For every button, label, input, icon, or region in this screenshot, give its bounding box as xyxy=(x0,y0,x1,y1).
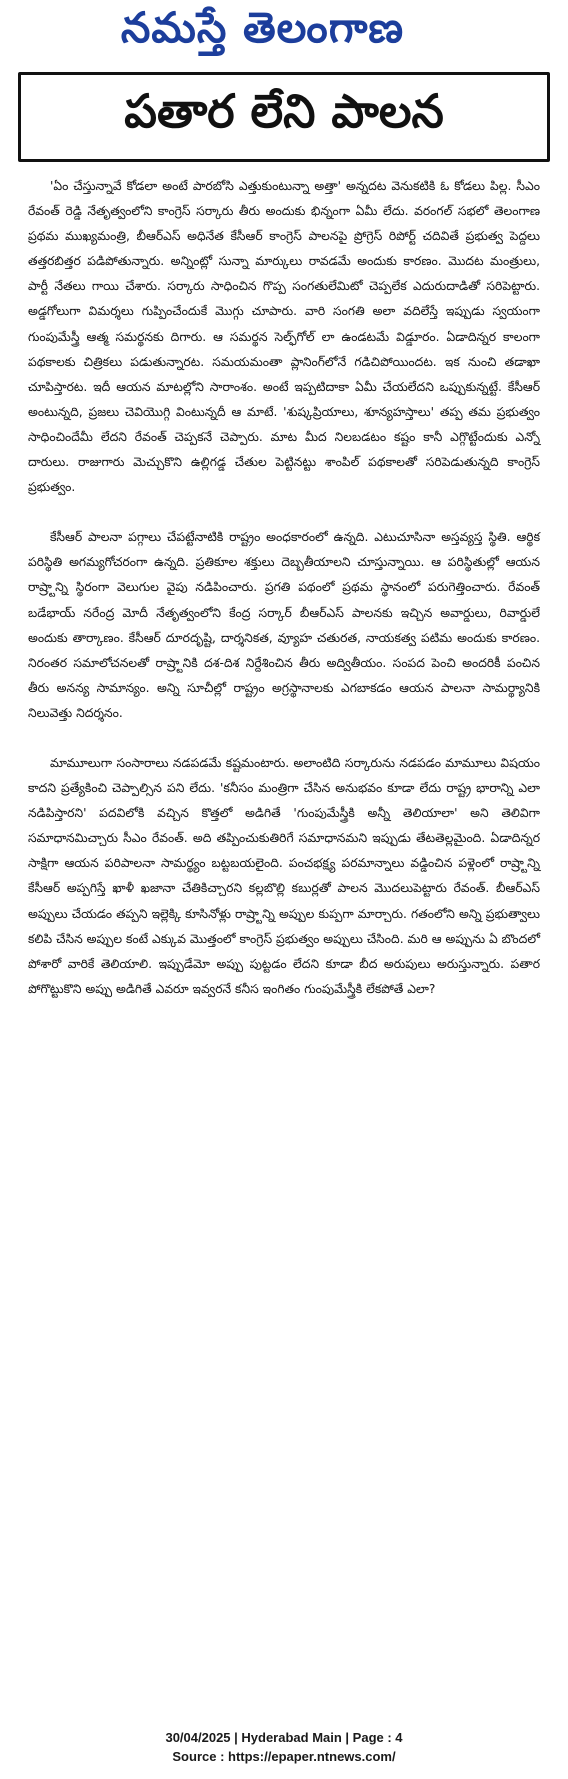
headline-box xyxy=(18,72,550,162)
edition-info: 30/04/2025 | Hyderabad Main | Page : 4 xyxy=(165,1730,403,1745)
article-paragraph: మామూలుగా సంసారాలు నడపడమే కష్టమంటారు. అలాంటిది సర్కారును నడపడం మామూలు విషయం కాదని ప్రత్యేకించి చెప్పాల్సిన పని లేదు. 'కనీసం మంత్రిగా చేసిన అనుభవం కూడా లేదు రాష్ట్ర భారాన్ని ఎలా నడిపిస్తారని' పదవిలోకి వచ్చిన కొత్తలో అడిగితే 'గుంపుమేస్త్రీకి అన్నీ తెలియాలా' అని తెలివిగా సమాధానమిచ్చారు సీఎం రేవంత్. అది తప్పించుకుతిరిగే సమాధానమని ఇప్పుడు తేటతెల్లమైంది. ఏడాదిన్నర సాక్షిగా ఆయన పరిపాలనా సామర్థ్యం బట్టబయలైంది. పంచభక్ష్య పరమాన్నాలు వడ్డించిన పళ్లెంలో రాష్ర్టాన్ని కేసీఆర్ అప్పగిస్తే ఖాళీ ఖజానా చేతికిచ్చారని కల్లబొల్లి కబుర్లతో పాలన మొదలుపెట్టారు రేవంత్. బీఆర్ఎస్ అప్పులు చేయడం తప్పని ఇల్లెక్కి కూసినోళ్లు రాష్ర్టాన్ని అప్పుల కుప్పగా మార్చారు. గతంలోని అన్ని ప్రభుత్వాలు కలిపి చేసిన అప్పుల కంటే ఎక్కువ మొత్తంలో కాంగ్రెస్ ప్రభుత్వం అప్పులు చేసింది. మరి ఆ అప్పును ఏ బొందలో పోశారో వారికే తెలియాలి. ఇప్పుడేమో అప్పు పుట్టడం లేదని కూడా బీద అరుపులు అరుస్తున్నారు. పతార పోగొట్టుకొని అప్పు అడిగితే ఎవరూ ఇవ్వరనే కనీస ఇంగితం గుంపుమేస్త్రీకి లేకపోతే ఎలా? xyxy=(28,755,540,996)
article-body xyxy=(28,174,540,1027)
article-paragraph: 'ఏం చేస్తున్నావే కోడలా అంటే పారబోసి ఎత్తుకుంటున్నా అత్తా' అన్నదట వెనుకటికి ఓ కోడలు పిల్ల. సీఎం రేవంత్ రెడ్డి నేతృత్వంలోని కాంగ్రెస్ సర్కారు తీరు అందుకు భిన్నంగా ఏమీ లేదు. వరంగల్ సభలో తెలంగాణ ప్రథమ ముఖ్యమంత్రి, బీఆర్ఎస్ అధినేత కేసీఆర్ కాంగ్రెస్ పాలనపై ప్రోగ్రెస్ రిపోర్ట్ చదివితే ప్రభుత్వ పెద్దలు తత్తరబిత్తర పడిపోతున్నారు. అన్నింట్లో సున్నా మార్కులు రావడమే అందుకు కారణం. మొదట మంత్రులు, పార్టీ నేతలు గాయి చేశారు. సర్కారు సాధించిన గొప్ప సంగతులేమిటో చెప్పలేక ఎదురుదాడితో సరిపెట్టారు. అడ్డగోలుగా విమర్శలు గుప్పించేందుకే మొగ్గు చూపారు. వారి సంగతి అలా వదిలేస్తే ఇప్పుడు స్వయంగా గుంపుమేస్త్రీ ఆత్మ సమర్థనకు దిగారు. ఆ సమర్థన సెల్ఫ్‌గోల్ లా ఉండటమే విడ్డూరం. ఏడాదిన్నర కాలంగా పథకాలకు చిత్రికలు పడుతున్నారట. సమయమంతా ప్లానింగ్‌లోనే గడిచిపోయిందట. ఇక నుంచి తడాఖా చూపిస్తారట. ఇదీ ఆయన మాటల్లోని సారాంశం. అంటే ఇప్పటిదాకా ఏమీ చేయలేదని ఒప్పుకున్నట్టే. కేసీఆర్ అంటున్నది, ప్రజలు చెవియొగ్గి వింటున్నదీ ఆ మాటే. 'శుష్కప్రియాలు, శూన్యహస్తాలు' తప్ప తమ ప్రభుత్వం సాధించిందేమీ లేదని రేవంత్ చెప్పకనే చెప్పారు. మాట మీద నిలబడటం కష్టం కానీ ఎగ్గొట్టేందుకు ఎన్నో దారులు. రాజుగారు మెచ్చుకొని ఉల్లిగడ్డ చేతుల పెట్టినట్టు శాంపిల్ పథకాలతో సరిపెడుతున్నది కాంగ్రెస్ ప్రభుత్వం. xyxy=(28,179,540,495)
masthead-title: నమస్తే తెలంగాణ xyxy=(120,3,405,52)
source-link[interactable]: Source : https://epaper.ntnews.com/ xyxy=(172,1749,396,1764)
article-paragraph: కేసీఆర్ పాలనా పగ్గాలు చేపట్టేనాటికి రాష్ట్రం అంధకారంలో ఉన్నది. ఎటుచూసినా అస్తవ్యస్త స్థితి. ఆర్థిక పరిస్థితి అగమ్యగోచరంగా ఉన్నది. ప్రతికూల శక్తులు దెబ్బతీయాలని చూస్తున్నాయి. ఆ పరిస్థితుల్లో ఆయన రాష్ర్టాన్ని స్థిరంగా వెలుగుల వైపు నడిపించారు. ప్రగతి పథంలో ప్రథమ స్థానంలో పరుగెత్తించారు. రేవంత్ బడేభాయ్ నరేంద్ర మోదీ నేతృత్వంలోని కేంద్ర సర్కార్ బీఆర్ఎస్ పాలనకు ఇచ్చిన అవార్డులు, రివార్డులే అందుకు తార్కాణం. కేసీఆర్ దూరదృష్టి, దార్శనికత, వ్యూహ చతురత, నాయకత్వ పటిమ అందుకు కారణం. నిరంతర సమాలోచనలతో రాష్ర్టానికి దశ-దిశ నిర్దేశించిన తీరు అద్వితీయం. సంపద పెంచి అందరికీ పంచిన తీరు అనన్య సామాన్యం. అన్ని సూచీల్లో రాష్ట్రం అగ్రస్థానాలకు ఎగబాకడం ఆయన పాలనా సామర్థ్యానికి నిలువెత్తు నిదర్శనం. xyxy=(28,530,540,720)
page-footer xyxy=(0,1728,568,1766)
newspaper-masthead xyxy=(60,4,465,62)
article-headline: పతార లేని పాలన xyxy=(124,84,444,138)
